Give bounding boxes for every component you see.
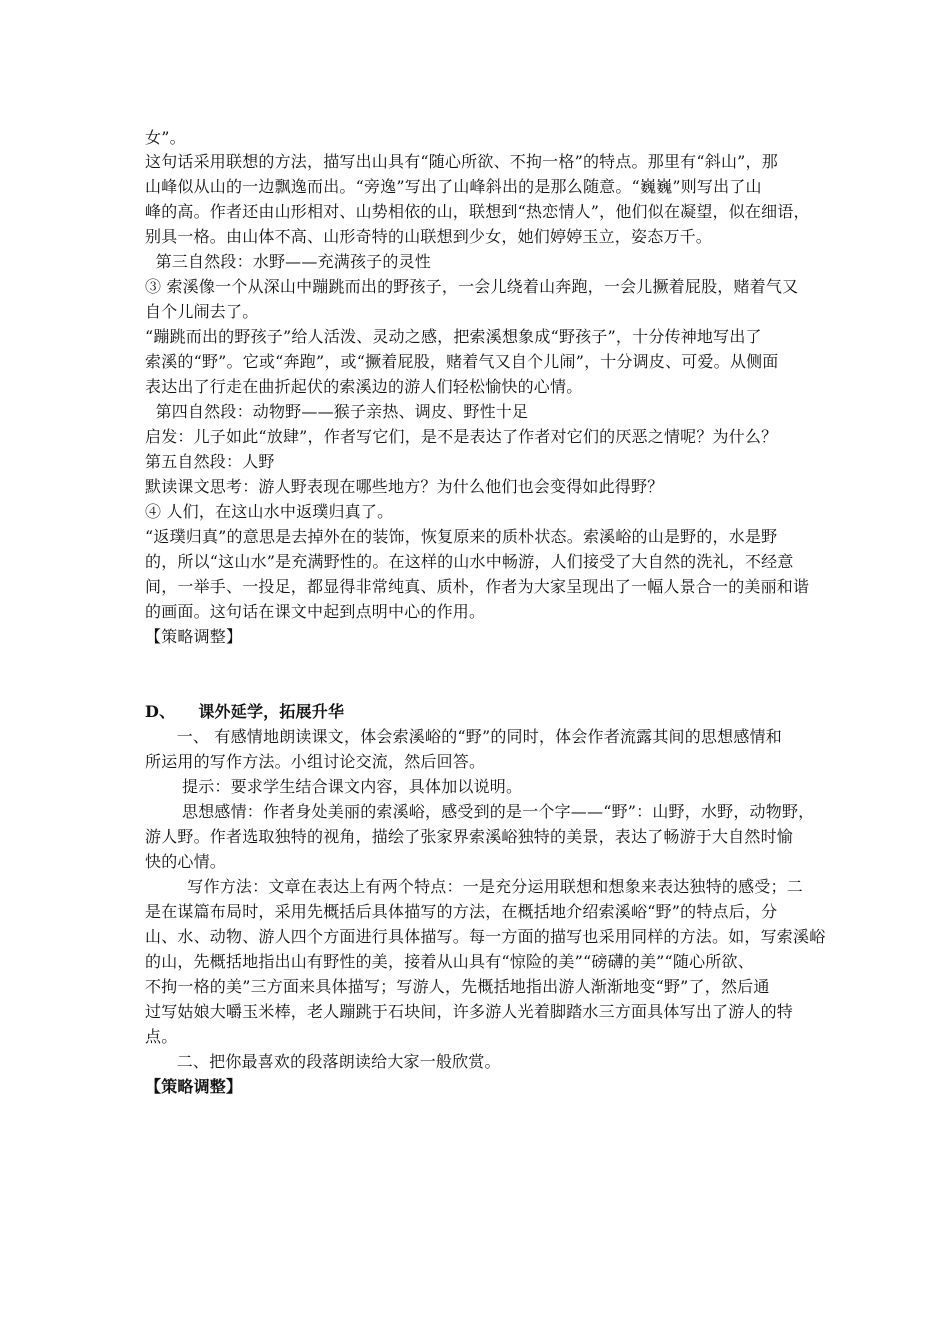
paragraph-line: 提示：要求学生结合课文内容，具体加以说明。: [145, 777, 523, 796]
paragraph-line: 启发：儿子如此“放肆”，作者写它们，是不是表达了作者对它们的厌恶之情呢？为什么？: [145, 427, 778, 446]
paragraph-line: “蹦跳而出的野孩子”给人活泼、灵动之感，把索溪想象成“野孩子”，十分传神地写出了: [145, 327, 762, 346]
paragraph-line: 游人野。作者选取独特的视角，描绘了张家界索溪峪独特的美景，表达了畅游于大自然时愉: [145, 827, 794, 846]
paragraph-line: 二、把你最喜欢的段落朗读给大家一般欣赏。: [145, 1052, 501, 1071]
strategy-label: 【策略调整】: [145, 1077, 243, 1096]
paragraph-line: 的山，先概括地指出山有野性的美，接着从山具有“惊险的美”“磅礴的美”“随心所欲、: [145, 952, 754, 971]
paragraph-line: 的，所以“这山水”是充满野性的。在这样的山水中畅游，人们接受了大自然的洗礼，不经意: [145, 552, 794, 571]
paragraph-line: 山、水、动物、游人四个方面进行具体描写。每一方面的描写也采用同样的方法。如，写索溪峪: [145, 927, 826, 946]
paragraph-line: 一、 有感情地朗读课文，体会索溪峪的“野”的同时，体会作者流露其间的思想感情和: [145, 727, 782, 746]
section-heading: D、 课外延学，拓展升华: [145, 702, 345, 721]
paragraph-line: 思想感情：作者身处美丽的索溪峪，感受到的是一个字——“野”：山野，水野，动物野，: [145, 802, 815, 821]
quote-line: ③ 索溪像一个从深山中蹦跳而出的野孩子，一会儿绕着山奔跑，一会儿撅着屁股，赌着气又: [145, 277, 799, 296]
paragraph-line: 写作方法：文章在表达上有两个特点：一是充分运用联想和想象来表达独特的感受；二: [145, 877, 803, 896]
quote-line: ④ 人们，在这山水中返璞归真了。: [145, 502, 394, 521]
paragraph-line: 间，一举手、一投足，都显得非常纯真、质朴，作者为大家呈现出了一幅人景合一的美丽和谐: [145, 577, 810, 596]
paragraph-line: 点。: [145, 1027, 178, 1046]
paragraph-line: 默读课文思考：游人野表现在哪些地方？为什么他们也会变得如此得野？: [145, 477, 664, 496]
quote-line: 自个儿闹去了。: [145, 302, 259, 321]
paragraph-line: 峰的高。作者还由山形相对、山势相依的山，联想到“热恋情人”，他们似在凝望，似在细语，: [145, 202, 810, 221]
paragraph-line: 不拘一格的美”三方面来具体描写；写游人，先概括地指出游人渐渐地变“野”了，然后通: [145, 977, 770, 996]
paragraph-line: 过写姑娘大嚼玉米棒，老人蹦跳于石块间，许多游人光着脚踏水三方面具体写出了游人的特: [145, 1002, 794, 1021]
paragraph-line: 表达出了行走在曲折起伏的索溪边的游人们轻松愉快的心情。: [145, 377, 583, 396]
paragraph-line: 的画面。这句话在课文中起到点明中心的作用。: [145, 602, 486, 621]
paragraph-line: 是在谋篇布局时，采用先概括后具体描写的方法，在概括地介绍索溪峪“野”的特点后，分: [145, 902, 778, 921]
paragraph-line: 别具一格。由山体不高、山形奇特的山联想到少女，她们婷婷玉立，姿态万千。: [145, 227, 713, 246]
strategy-label: 【策略调整】: [145, 627, 243, 646]
paragraph-line: 这句话采用联想的方法，描写出山具有“随心所欲、不拘一格”的特点。那里有“斜山”，那: [145, 152, 778, 171]
paragraph-line: “返璞归真”的意思是去掉外在的装饰，恢复原来的质朴状态。索溪峪的山是野的，水是野: [145, 527, 778, 546]
paragraph-line: 索溪的“野”。它或“奔跑”，或“撅着屁股，赌着气又自个儿闹”，十分调皮、可爱。从侧面: [145, 352, 779, 371]
paragraph-line: 快的心情。: [145, 852, 227, 871]
subheading-line: 第五自然段：人野: [145, 452, 275, 471]
subheading-line: 第四自然段：动物野——猴子亲热、调皮、野性十足: [145, 402, 529, 421]
subheading-line: 第三自然段：水野——充满孩子的灵性: [145, 252, 431, 271]
paragraph-line: 女”。: [145, 128, 186, 147]
paragraph-line: 山峰似从山的一边飘逸而出。“旁逸”写出了山峰斜出的是那么随意。“巍巍”则写出了山: [145, 177, 762, 196]
paragraph-line: 所运用的写作方法。小组讨论交流，然后回答。: [145, 752, 486, 771]
